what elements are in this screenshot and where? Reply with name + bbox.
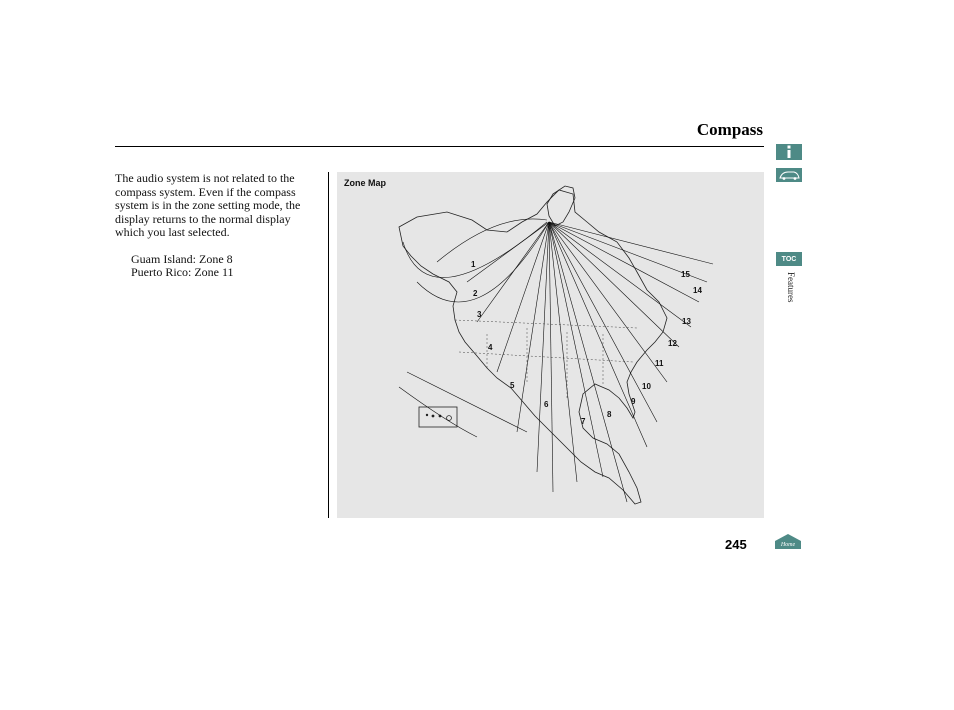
zone-label-2: 2 bbox=[473, 289, 478, 298]
header-rule bbox=[115, 146, 764, 147]
zone-guam: Guam Island: Zone 8 bbox=[131, 251, 233, 266]
toc-button[interactable]: TOC bbox=[776, 252, 802, 266]
zone-label-11: 11 bbox=[655, 359, 664, 368]
zone-arcs bbox=[399, 219, 549, 437]
continent-outline bbox=[399, 190, 667, 504]
zone-map bbox=[337, 172, 764, 518]
car-button[interactable] bbox=[776, 168, 802, 182]
info-icon bbox=[784, 145, 794, 159]
zone-list bbox=[131, 253, 315, 280]
info-button[interactable] bbox=[776, 144, 802, 160]
zone-label-6: 6 bbox=[544, 400, 549, 409]
zone-puerto-rico: Puerto Rico: Zone 11 bbox=[131, 265, 234, 279]
page-title: Compass bbox=[696, 120, 763, 139]
zone-label-5: 5 bbox=[510, 381, 515, 390]
zone-label-4: 4 bbox=[488, 343, 493, 352]
zone-map-drawing bbox=[337, 172, 764, 518]
body-text bbox=[115, 172, 315, 280]
zone-label-7: 7 bbox=[581, 417, 586, 426]
zone-label-3: 3 bbox=[477, 310, 482, 319]
home-button[interactable] bbox=[774, 533, 802, 550]
map-caption: Zone Map bbox=[344, 178, 386, 188]
zone-lines bbox=[467, 222, 713, 502]
column-divider bbox=[328, 172, 329, 518]
home-icon bbox=[774, 533, 802, 550]
zone-label-8: 8 bbox=[607, 410, 612, 419]
zone-label-10: 10 bbox=[642, 382, 651, 391]
page-number: 245 bbox=[725, 537, 747, 552]
car-icon bbox=[776, 168, 802, 182]
greenland-outline bbox=[547, 186, 575, 226]
home-label: Home bbox=[780, 542, 796, 548]
zone-label-15: 15 bbox=[681, 270, 690, 279]
zone-label-1: 1 bbox=[471, 260, 476, 269]
zone-label-12: 12 bbox=[668, 339, 677, 348]
zone-label-13: 13 bbox=[682, 317, 691, 326]
zone-label-9: 9 bbox=[631, 397, 636, 406]
body-paragraph: The audio system is not related to the compass system. Even if the compass system is in the zone setting mode, the display returns to the normal display which you last selected. bbox=[115, 171, 301, 239]
zone-label-14: 14 bbox=[693, 286, 702, 295]
section-tab-features[interactable]: Features bbox=[786, 272, 796, 303]
border-lines bbox=[455, 320, 637, 398]
